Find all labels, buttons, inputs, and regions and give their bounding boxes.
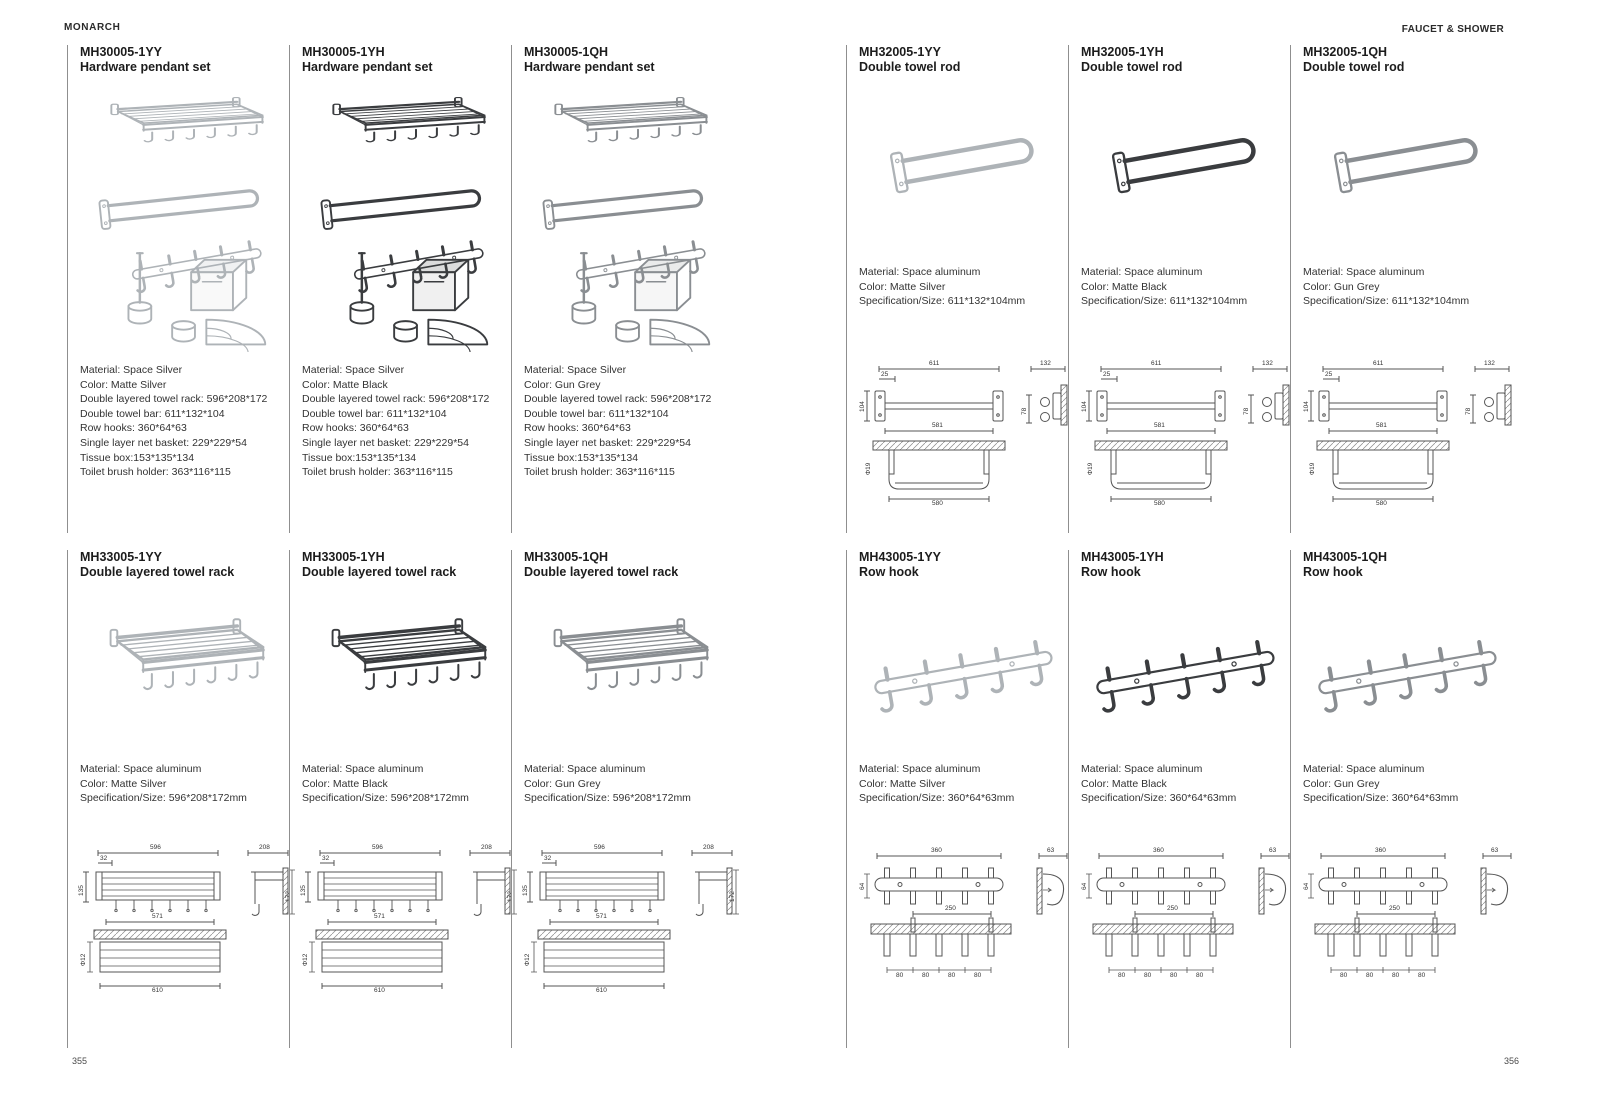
dim-label: 360 bbox=[1153, 846, 1164, 854]
dim-label: 80 bbox=[1118, 971, 1126, 979]
dim-label: 172 bbox=[729, 890, 736, 902]
spec-line: Single layer net basket: 229*229*54 bbox=[302, 436, 469, 449]
product-code: MH33005-1YH bbox=[302, 550, 385, 564]
product-specs bbox=[859, 762, 1068, 806]
technical-drawing-hook bbox=[1303, 844, 1518, 994]
product-cell-mh32005-1yh bbox=[1068, 45, 1290, 533]
dim-label: 80 bbox=[1144, 971, 1152, 979]
dim-label: 596 bbox=[372, 843, 383, 851]
dim-label: 580 bbox=[1154, 499, 1165, 507]
dim-label: 32 bbox=[322, 854, 330, 862]
spec-line: Single layer net basket: 229*229*54 bbox=[80, 436, 247, 449]
product-photo-row-hook bbox=[1081, 600, 1290, 746]
dim-label: 63 bbox=[1047, 846, 1055, 854]
product-code: MH30005-1YY bbox=[80, 45, 162, 59]
dim-label: 25 bbox=[1325, 370, 1333, 378]
spec-line: Specification/Size: 596*208*172mm bbox=[524, 792, 691, 805]
spec-line: Color: Matte Silver bbox=[80, 378, 167, 391]
product-cell-mh43005-1qh bbox=[1290, 550, 1512, 1048]
product-photo-towel-rack bbox=[302, 600, 511, 746]
product-cell-mh32005-1qh bbox=[1290, 45, 1512, 533]
spec-line: Color: Matte Black bbox=[1081, 280, 1167, 293]
dim-label: 135 bbox=[78, 884, 85, 896]
dim-label: 80 bbox=[1418, 971, 1426, 979]
dim-label: 250 bbox=[1389, 904, 1400, 912]
dim-label: Φ12 bbox=[80, 953, 87, 966]
dim-label: 610 bbox=[152, 986, 163, 994]
technical-drawing-rack bbox=[302, 844, 517, 994]
dim-label: 571 bbox=[374, 912, 385, 920]
product-cell-mh30005-1yy bbox=[67, 45, 289, 533]
product-cell-mh33005-1qh bbox=[511, 550, 736, 1048]
technical-drawing-rod bbox=[859, 359, 1074, 509]
spec-line: Double towel bar: 611*132*104 bbox=[524, 407, 669, 420]
product-cell-mh43005-1yh bbox=[1068, 550, 1290, 1048]
product-photo-towel-rack bbox=[524, 600, 733, 746]
spec-line: Toilet brush holder: 363*116*115 bbox=[80, 466, 231, 479]
technical-drawing-rod bbox=[1081, 359, 1296, 509]
dim-label: 611 bbox=[1151, 359, 1162, 367]
spec-line: Material: Space Silver bbox=[302, 364, 405, 376]
dim-label: 132 bbox=[1040, 359, 1051, 367]
brand-logo-text: MONARCH bbox=[64, 22, 121, 33]
product-specs bbox=[1303, 762, 1512, 806]
dim-label: 208 bbox=[259, 843, 270, 851]
dim-label: 80 bbox=[1340, 971, 1348, 979]
technical-drawing-hook bbox=[1081, 844, 1296, 994]
dim-label: 32 bbox=[544, 854, 552, 862]
dim-label: 25 bbox=[1103, 370, 1111, 378]
product-specs bbox=[80, 762, 289, 806]
spec-line: Color: Matte Silver bbox=[80, 777, 167, 790]
spec-line: Double layered towel rack: 596*208*172 bbox=[302, 393, 490, 406]
product-cell-mh43005-1yy bbox=[846, 550, 1068, 1048]
spec-line: Specification/Size: 596*208*172mm bbox=[302, 792, 469, 805]
dim-label: 80 bbox=[1196, 971, 1204, 979]
dim-label: 208 bbox=[481, 843, 492, 851]
dim-label: 64 bbox=[1303, 882, 1310, 890]
spec-line: Specification/Size: 360*64*63mm bbox=[859, 792, 1015, 805]
spec-line: Toilet brush holder: 363*116*115 bbox=[302, 466, 453, 479]
dim-label: 80 bbox=[1392, 971, 1400, 979]
dim-label: 80 bbox=[948, 971, 956, 979]
dim-label: 132 bbox=[1484, 359, 1495, 367]
product-cell-mh33005-1yh bbox=[289, 550, 514, 1048]
product-name: Row hook bbox=[859, 565, 919, 579]
dim-label: Φ12 bbox=[524, 953, 531, 966]
dim-label: 132 bbox=[1262, 359, 1273, 367]
product-code: MH43005-1QH bbox=[1303, 550, 1388, 564]
dim-label: 581 bbox=[932, 421, 943, 429]
dim-label: Φ19 bbox=[1309, 462, 1316, 475]
spec-line: Double towel bar: 611*132*104 bbox=[302, 407, 447, 420]
dim-label: 596 bbox=[594, 843, 605, 851]
page-number-left: 355 bbox=[72, 1056, 88, 1066]
product-name: Double towel rod bbox=[1081, 60, 1183, 74]
spec-line: Material: Space aluminum bbox=[859, 763, 981, 775]
spec-line: Tissue box:153*135*134 bbox=[524, 451, 639, 464]
product-photo-row-hook bbox=[1303, 600, 1512, 746]
product-specs bbox=[1081, 265, 1290, 309]
spec-line: Specification/Size: 360*64*63mm bbox=[1303, 792, 1459, 805]
dim-label: 360 bbox=[931, 846, 942, 854]
spec-line: Toilet brush holder: 363*116*115 bbox=[524, 466, 675, 479]
dim-label: 571 bbox=[596, 912, 607, 920]
product-name: Double layered towel rack bbox=[302, 565, 457, 579]
dim-label: 32 bbox=[100, 854, 108, 862]
spec-line: Color: Gun Grey bbox=[524, 777, 601, 790]
dim-label: 63 bbox=[1491, 846, 1499, 854]
product-name: Row hook bbox=[1303, 565, 1363, 579]
product-specs bbox=[859, 265, 1068, 309]
dim-label: 611 bbox=[929, 359, 940, 367]
product-code: MH33005-1YY bbox=[80, 550, 162, 564]
product-code: MH43005-1YH bbox=[1081, 550, 1164, 564]
spec-line: Double layered towel rack: 596*208*172 bbox=[80, 393, 268, 406]
spec-line: Color: Matte Black bbox=[302, 777, 388, 790]
spec-line: Tissue box:153*135*134 bbox=[80, 451, 195, 464]
product-photo-towel-rack bbox=[80, 600, 289, 746]
dim-label: 580 bbox=[932, 499, 943, 507]
spec-line: Double towel bar: 611*132*104 bbox=[80, 407, 225, 420]
spec-line: Material: Space aluminum bbox=[1303, 266, 1425, 278]
spec-line: Material: Space aluminum bbox=[859, 266, 981, 278]
spec-line: Material: Space aluminum bbox=[1081, 763, 1203, 775]
product-code: MH32005-1YH bbox=[1081, 45, 1164, 59]
dim-label: 78 bbox=[1243, 407, 1250, 415]
dim-label: 250 bbox=[945, 904, 956, 912]
dim-label: 80 bbox=[974, 971, 982, 979]
product-name: Double towel rod bbox=[859, 60, 961, 74]
spec-line: Row hooks: 360*64*63 bbox=[524, 422, 631, 435]
dim-label: 104 bbox=[1081, 400, 1088, 412]
spec-line: Material: Space Silver bbox=[524, 364, 627, 376]
technical-drawing-rod bbox=[1303, 359, 1518, 509]
dim-label: 360 bbox=[1375, 846, 1386, 854]
spec-line: Color: Gun Grey bbox=[1303, 777, 1380, 790]
product-photo-towel-rod bbox=[1303, 89, 1512, 249]
technical-drawing-hook bbox=[859, 844, 1074, 994]
spec-line: Material: Space aluminum bbox=[524, 763, 646, 775]
dim-label: 571 bbox=[152, 912, 163, 920]
dim-label: Φ19 bbox=[865, 462, 872, 475]
product-name: Hardware pendant set bbox=[80, 60, 211, 74]
spec-line: Material: Space aluminum bbox=[1081, 266, 1203, 278]
dim-label: 611 bbox=[1373, 359, 1384, 367]
dim-label: 172 bbox=[285, 890, 292, 902]
spec-line: Specification/Size: 596*208*172mm bbox=[80, 792, 247, 805]
product-name: Double layered towel rack bbox=[524, 565, 679, 579]
dim-label: 63 bbox=[1269, 846, 1277, 854]
product-code: MH32005-1QH bbox=[1303, 45, 1388, 59]
product-photo-row-hook bbox=[859, 600, 1068, 746]
spec-line: Specification/Size: 611*132*104mm bbox=[1081, 295, 1248, 308]
spec-line: Color: Matte Black bbox=[302, 378, 388, 391]
product-name: Hardware pendant set bbox=[524, 60, 655, 74]
technical-drawing-rack bbox=[80, 844, 295, 994]
product-code: MH33005-1QH bbox=[524, 550, 609, 564]
product-photo-pendant-set bbox=[80, 85, 289, 353]
dim-label: 80 bbox=[1170, 971, 1178, 979]
dim-label: 80 bbox=[1366, 971, 1374, 979]
spec-line: Color: Gun Grey bbox=[1303, 280, 1380, 293]
dim-label: Φ19 bbox=[1087, 462, 1094, 475]
dim-label: 172 bbox=[507, 890, 514, 902]
spec-line: Color: Gun Grey bbox=[524, 378, 601, 391]
product-code: MH32005-1YY bbox=[859, 45, 941, 59]
product-code: MH30005-1QH bbox=[524, 45, 609, 59]
dim-label: 104 bbox=[859, 400, 866, 412]
technical-drawing-rack bbox=[524, 844, 739, 994]
product-specs bbox=[80, 363, 289, 480]
product-cell-mh33005-1yy bbox=[67, 550, 292, 1048]
category-header: FAUCET & SHOWER bbox=[1401, 24, 1504, 35]
spec-line: Material: Space aluminum bbox=[302, 763, 424, 775]
spec-line: Material: Space Silver bbox=[80, 364, 183, 376]
spec-line: Material: Space aluminum bbox=[1303, 763, 1425, 775]
dim-label: 135 bbox=[522, 884, 529, 896]
product-photo-towel-rod bbox=[1081, 89, 1290, 249]
spec-line: Row hooks: 360*64*63 bbox=[302, 422, 409, 435]
page-number-right: 356 bbox=[1504, 1056, 1520, 1066]
product-specs bbox=[1303, 265, 1512, 309]
spec-line: Row hooks: 360*64*63 bbox=[80, 422, 187, 435]
product-name: Double towel rod bbox=[1303, 60, 1405, 74]
dim-label: 78 bbox=[1021, 407, 1028, 415]
dim-label: 80 bbox=[896, 971, 904, 979]
dim-label: 610 bbox=[374, 986, 385, 994]
dim-label: 250 bbox=[1167, 904, 1178, 912]
dim-label: 25 bbox=[881, 370, 889, 378]
product-code: MH43005-1YY bbox=[859, 550, 941, 564]
product-specs bbox=[302, 762, 511, 806]
spec-line: Color: Matte Silver bbox=[859, 280, 946, 293]
dim-label: 104 bbox=[1303, 400, 1310, 412]
dim-label: 581 bbox=[1154, 421, 1165, 429]
spec-line: Single layer net basket: 229*229*54 bbox=[524, 436, 691, 449]
product-photo-towel-rod bbox=[859, 89, 1068, 249]
dim-label: 581 bbox=[1376, 421, 1387, 429]
dim-label: 580 bbox=[1376, 499, 1387, 507]
product-specs bbox=[302, 363, 511, 480]
spec-line: Color: Matte Black bbox=[1081, 777, 1167, 790]
spec-line: Specification/Size: 611*132*104mm bbox=[1303, 295, 1470, 308]
spec-line: Tissue box:153*135*134 bbox=[302, 451, 417, 464]
spec-line: Specification/Size: 611*132*104mm bbox=[859, 295, 1026, 308]
spec-line: Color: Matte Silver bbox=[859, 777, 946, 790]
dim-label: 135 bbox=[300, 884, 307, 896]
spec-line: Material: Space aluminum bbox=[80, 763, 202, 775]
product-cell-mh32005-1yy bbox=[846, 45, 1068, 533]
product-specs bbox=[524, 762, 733, 806]
product-name: Hardware pendant set bbox=[302, 60, 433, 74]
product-name: Row hook bbox=[1081, 565, 1141, 579]
product-photo-pendant-set bbox=[302, 85, 511, 353]
dim-label: 78 bbox=[1465, 407, 1472, 415]
dim-label: 208 bbox=[703, 843, 714, 851]
dim-label: 610 bbox=[596, 986, 607, 994]
spec-line: Specification/Size: 360*64*63mm bbox=[1081, 792, 1237, 805]
product-name: Double layered towel rack bbox=[80, 565, 235, 579]
dim-label: 64 bbox=[859, 882, 866, 890]
dim-label: 64 bbox=[1081, 882, 1088, 890]
dim-label: 80 bbox=[922, 971, 930, 979]
dim-label: Φ12 bbox=[302, 953, 309, 966]
product-cell-mh30005-1qh bbox=[511, 45, 733, 533]
product-cell-mh30005-1yh bbox=[289, 45, 511, 533]
dim-label: 596 bbox=[150, 843, 161, 851]
product-photo-pendant-set bbox=[524, 85, 733, 353]
product-specs bbox=[524, 363, 733, 480]
product-specs bbox=[1081, 762, 1290, 806]
product-code: MH30005-1YH bbox=[302, 45, 385, 59]
spec-line: Double layered towel rack: 596*208*172 bbox=[524, 393, 712, 406]
